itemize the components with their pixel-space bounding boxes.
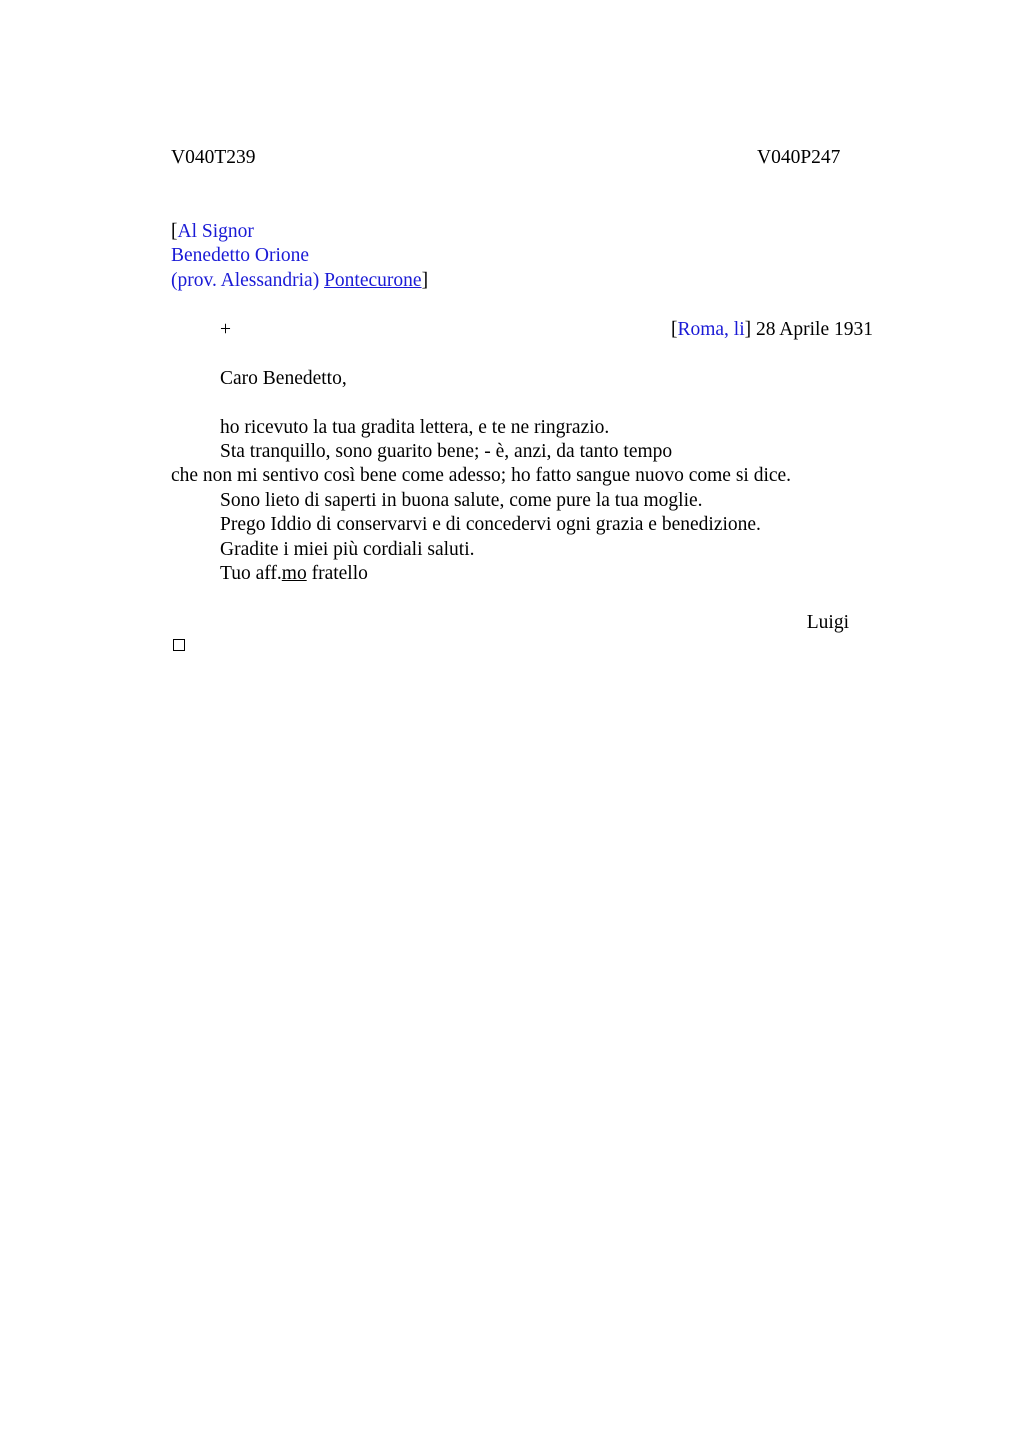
- doc-code-left: V040T239: [171, 147, 256, 168]
- end-square-icon: [173, 639, 185, 651]
- closing-suffix: fratello: [306, 563, 368, 584]
- dateline-date: 28 Aprile 1931: [751, 319, 873, 340]
- body-line: che non mi sentivo così bene come adesso; ho fatto sangue nuovo come si dice.: [171, 465, 792, 486]
- address-line-1: [171, 220, 254, 244]
- address-bracket-open: [: [171, 221, 178, 242]
- body-line: Sono lieto di saperti in buona salute, come pure la tua moglie.: [220, 490, 703, 511]
- body-line: Prego Iddio di conservarvi e di concedervi ogni grazia e benedizione.: [220, 514, 761, 535]
- address-recipient-title: Al Signor: [177, 221, 254, 242]
- dateline-bracket-close: ]: [744, 319, 752, 340]
- body-line: ho ricevuto la tua gradita lettera, e te ne ringrazio.: [220, 417, 610, 438]
- body-line: Gradite i miei più cordiali saluti.: [220, 539, 475, 560]
- address-line-3: [171, 269, 428, 293]
- address-town-link[interactable]: Pontecurone: [324, 270, 422, 291]
- cross-symbol: +: [220, 319, 231, 340]
- closing-abbrev: mo: [281, 563, 307, 584]
- address-bracket-close: ]: [421, 270, 429, 291]
- dateline-bracket-open: [: [670, 319, 678, 340]
- body-line: Sta tranquillo, sono guarito bene; - è, anzi, da tanto tempo: [220, 441, 673, 462]
- address-province: (prov. Alessandria): [171, 270, 320, 291]
- signature: Luigi: [806, 612, 849, 633]
- address-recipient-name: Benedetto Orione: [171, 245, 310, 266]
- dateline: [671, 318, 873, 342]
- closing-prefix: Tuo aff.: [220, 563, 282, 584]
- doc-code-right: V040P247: [757, 147, 841, 168]
- salutation: Caro Benedetto,: [220, 368, 347, 389]
- closing-line: [220, 562, 368, 586]
- dateline-place: Roma, li: [677, 319, 745, 340]
